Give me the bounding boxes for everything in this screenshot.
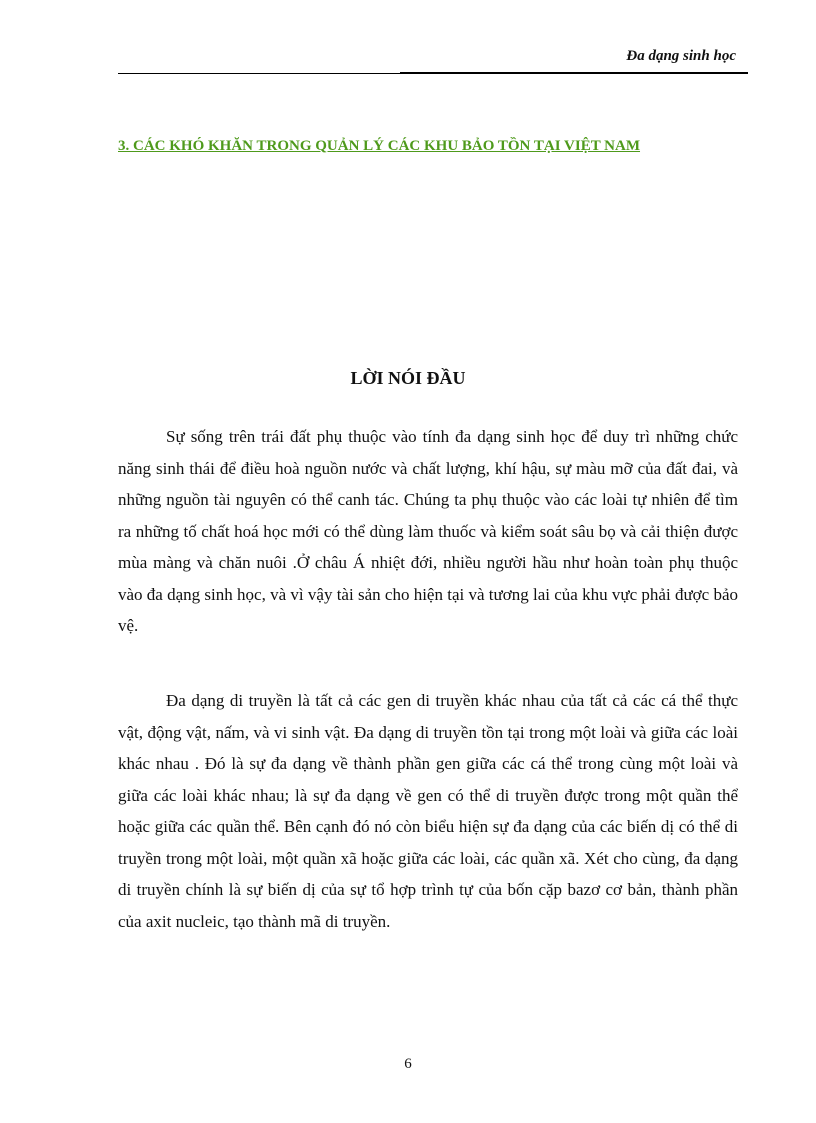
page-number: 6: [404, 1056, 412, 1072]
section-title: LỜI NÓI ĐẦU: [350, 368, 466, 388]
header-rule-thick: [400, 72, 748, 74]
toc-entry[interactable]: [118, 137, 738, 155]
paragraph: Sự sống trên trái đất phụ thuộc vào tính đa dạng sinh học để duy trì những chức năng sinh thái để điều hoà nguồn nước và chất lượng, khí hậu, sự màu mỡ của đất đai, và những nguồn tài nguyên có thể canh tác. Chúng ta phụ thuộc vào các loài tự nhiên để tìm ra những tố chất hoá học mới có thể dùng làm thuốc và kiểm soát sâu bọ và cải thiện được mùa màng và chăn nuôi .Ở châu Á nhiệt đới, nhiều người hầu như hoàn toàn phụ thuộc vào đa dạng sinh học, và vì vậy tài sản cho hiện tại và tương lai của khu vực phải được bảo vệ.: [118, 427, 738, 635]
toc-entry-label: 3. CÁC KHÓ KHĂN TRONG QUẢN LÝ CÁC KHU BẢO TỒN TẠI VIỆT NAM: [118, 138, 641, 154]
header-title: Đa dạng sinh học: [626, 48, 736, 64]
paragraph: Đa dạng di truyền là tất cả các gen di truyền khác nhau của tất cả các cá thể thực vật, động vật, nấm, và vi sinh vật. Đa dạng di truyền tồn tại trong một loài và giữa các loài khác nhau . Đó là sự đa dạng về thành phần gen giữa các cá thể trong cùng một loài và giữa các loài khác nhau; là sự đa dạng về gen có thể di truyền được trong một quần thể hoặc giữa các quần thể. Bên cạnh đó nó còn biểu hiện sự đa dạng của các biến dị có thể di truyền trong một loài, một quần xã hoặc giữa các loài, các quần xã. Xét cho cùng, đa dạng di truyền chính là sự biến dị của sự tổ hợp trình tự của bốn cặp bazơ cơ bản, thành phần của axit nucleic, tạo thành mã di truyền.: [118, 691, 738, 931]
